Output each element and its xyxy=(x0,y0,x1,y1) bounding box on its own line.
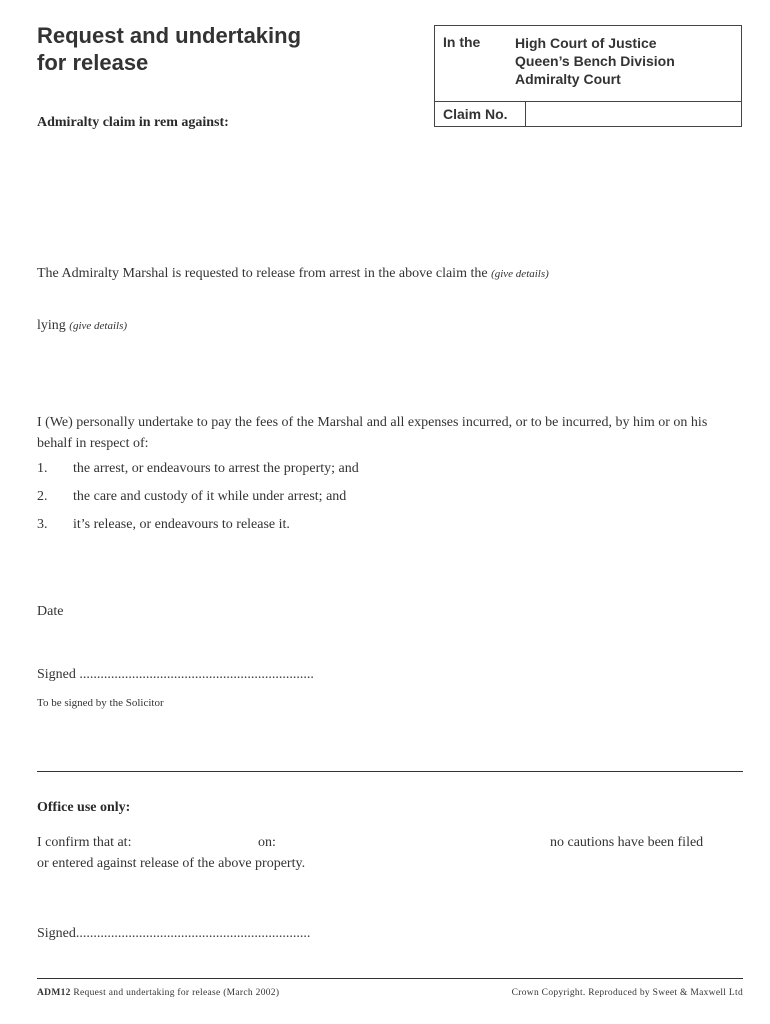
list-item-number: 1. xyxy=(37,461,48,476)
form-title: Request and undertaking for release (March 2002) xyxy=(73,988,280,998)
section-divider xyxy=(37,771,743,772)
signed-note: To be signed by the Solicitor xyxy=(37,697,164,709)
claim-no-divider xyxy=(525,101,526,126)
footer-divider xyxy=(37,978,743,979)
office-line-2: or entered against release of the above property. xyxy=(37,856,306,871)
page-title xyxy=(37,22,301,76)
list-item-text: the care and custody of it while under arrest; and xyxy=(73,489,347,504)
undertaking-paragraph xyxy=(37,412,707,454)
court-name xyxy=(515,34,675,88)
lying-text: lying xyxy=(37,318,66,333)
list-item-text: it’s release, or endeavours to release it. xyxy=(73,517,290,532)
court-box xyxy=(434,25,742,127)
claim-against-label: Admiralty claim in rem against: xyxy=(37,115,229,130)
title-line-2: for release xyxy=(37,50,149,75)
signature-line[interactable]: Signed ................................................................... xyxy=(37,667,314,682)
list-item-number: 2. xyxy=(37,489,48,504)
footer-form xyxy=(37,988,279,998)
confirm-label: I confirm that at: xyxy=(37,835,132,850)
lying-hint: (give details) xyxy=(69,320,128,332)
undertaking-line-1: I (We) personally undertake to pay the fees of the Marshal and all expenses incurred, or to be incurred, by him or on his xyxy=(37,415,708,430)
form-code: ADM12 xyxy=(37,988,71,998)
in-the-label: In the xyxy=(443,34,481,50)
list-item-number: 3. xyxy=(37,517,48,532)
office-use-heading: Office use only: xyxy=(37,800,131,815)
request-text: The Admiralty Marshal is requested to release from arrest in the above claim the xyxy=(37,266,488,281)
title-line-1: Request and undertaking xyxy=(37,23,302,48)
court-line-1: High Court of Justice xyxy=(515,35,657,51)
on-label: on: xyxy=(258,835,276,850)
request-line xyxy=(37,266,549,282)
request-hint: (give details) xyxy=(491,268,549,280)
court-box-divider xyxy=(435,101,741,102)
undertaking-line-2: behalf in respect of: xyxy=(37,436,149,451)
list-item-text: the arrest, or endeavours to arrest the property; and xyxy=(73,461,359,476)
no-cautions-text: no cautions have been filed xyxy=(550,835,704,850)
court-line-3: Admiralty Court xyxy=(515,71,621,87)
footer-copyright: Crown Copyright. Reproduced by Sweet & Maxwell Ltd xyxy=(511,988,743,998)
lying-line xyxy=(37,318,127,334)
claim-no-field[interactable] xyxy=(531,104,737,124)
date-label: Date xyxy=(37,604,64,619)
court-line-2: Queen’s Bench Division xyxy=(515,53,675,69)
claim-no-label: Claim No. xyxy=(443,106,508,122)
office-signature-line[interactable]: Signed................................................................... xyxy=(37,926,311,941)
